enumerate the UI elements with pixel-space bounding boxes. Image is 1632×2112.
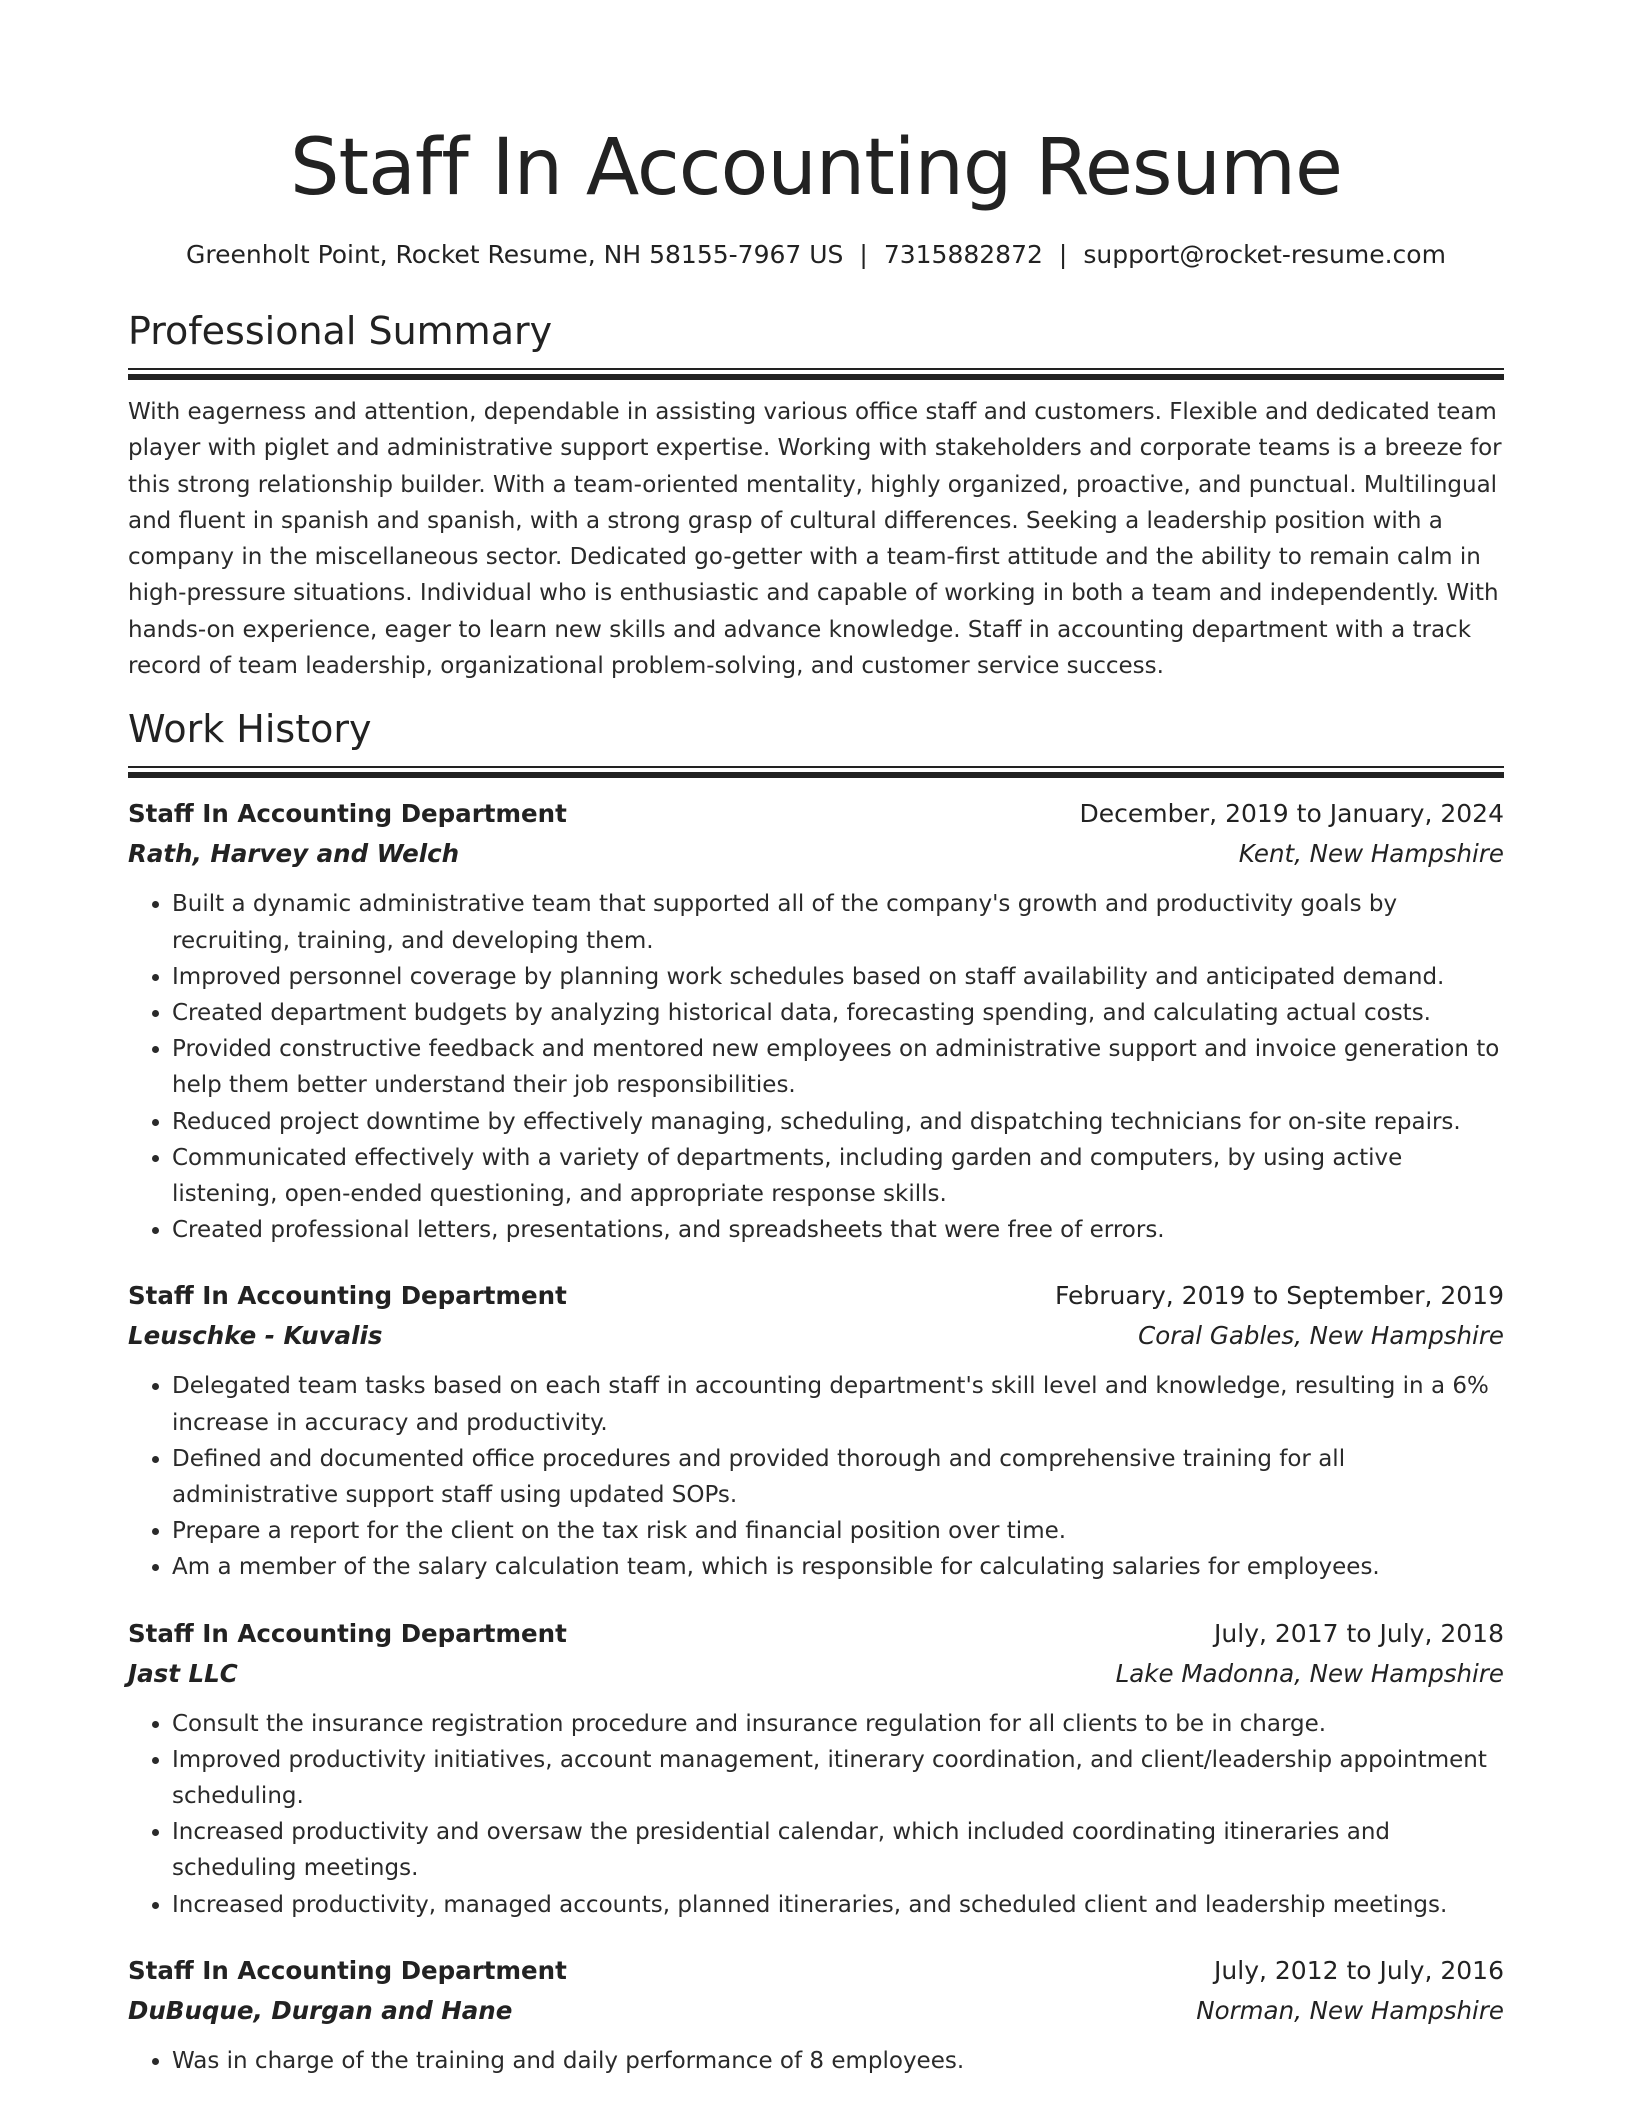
job-title: Staff In Accounting Department: [128, 799, 567, 829]
job-title-row: [128, 1951, 1504, 1991]
job-title: Staff In Accounting Department: [128, 1618, 567, 1648]
job-company: Leuschke - Kuvalis: [128, 1321, 383, 1351]
list-item: • Created professional letters, presentations, and spreadsheets that were free of errors.: [172, 1212, 1504, 1248]
job-bullets: [128, 886, 1504, 1248]
list-item: • Built a dynamic administrative team that supported all of the company's growth and productivity goals by recruiting, training, and developing them.: [172, 886, 1504, 958]
job-title-row: [128, 794, 1504, 834]
job-company: DuBuque, Durgan and Hane: [128, 1995, 513, 2025]
job-dates: December, 2019 to January, 2024: [1079, 799, 1504, 829]
job-bullets: [128, 1706, 1504, 1923]
professional-summary-section: [128, 306, 1504, 684]
job-title-row: [128, 1276, 1504, 1316]
list-item: • Communicated effectively with a variety of departments, including garden and computers, by using active listening, open-ended questioning, and appropriate response skills.: [172, 1140, 1504, 1212]
job-entry: [128, 1951, 1504, 2079]
section-rule: [128, 766, 1504, 778]
job-location: Lake Madonna, New Hampshire: [1115, 1658, 1504, 1688]
job-company: Jast LLC: [128, 1658, 238, 1688]
contact-phone: 7315882872: [883, 240, 1043, 269]
job-company-row: [128, 834, 1504, 874]
section-heading-work-history: Work History: [128, 707, 372, 752]
list-item: • Increased productivity and oversaw the presidential calendar, which included coordinating itineraries and scheduling meetings.: [172, 1814, 1504, 1886]
list-item: • Created department budgets by analyzing historical data, forecasting spending, and calculating actual costs.: [172, 995, 1504, 1031]
contact-separator: |: [859, 240, 868, 269]
resume-page: [128, 118, 1504, 2079]
contact-email: support@rocket-resume.com: [1083, 240, 1446, 269]
job-title: Staff In Accounting Department: [128, 1955, 567, 1985]
list-item: • Improved personnel coverage by planning work schedules based on staff availability and anticipated demand.: [172, 959, 1504, 995]
contact-line: [128, 238, 1504, 272]
list-item: • Defined and documented office procedures and provided thorough and comprehensive training for all administrative support staff using updated SOPs.: [172, 1441, 1504, 1513]
job-title-row: [128, 1614, 1504, 1654]
job-company-row: [128, 1316, 1504, 1356]
list-item: • Consult the insurance registration procedure and insurance regulation for all clients to be in charge.: [172, 1706, 1504, 1742]
job-dates: July, 2012 to July, 2016: [1214, 1955, 1504, 1985]
job-title: Staff In Accounting Department: [128, 1281, 567, 1311]
job-dates: July, 2017 to July, 2018: [1214, 1618, 1504, 1648]
contact-separator: |: [1058, 240, 1068, 269]
section-heading-summary: Professional Summary: [128, 309, 553, 353]
list-item: • Improved productivity initiatives, account management, itinerary coordination, and client/leadership appointment scheduling.: [172, 1742, 1504, 1814]
job-location: Coral Gables, New Hampshire: [1138, 1321, 1504, 1351]
job-bullets: [128, 1368, 1504, 1585]
list-item: • Prepare a report for the client on the tax risk and financial position over time.: [172, 1513, 1504, 1549]
list-item: • Reduced project downtime by effectively managing, scheduling, and dispatching technicians for on-site repairs.: [172, 1104, 1504, 1140]
job-dates: February, 2019 to September, 2019: [1055, 1281, 1504, 1311]
job-entry: [128, 794, 1504, 1248]
list-item: • Was in charge of the training and daily performance of 8 employees.: [172, 2043, 1504, 2079]
list-item: • Am a member of the salary calculation team, which is responsible for calculating salaries for employees.: [172, 1549, 1504, 1585]
list-item: • Increased productivity, managed accounts, planned itineraries, and scheduled client and leadership meetings.: [172, 1887, 1504, 1923]
job-company-row: [128, 1991, 1504, 2031]
contact-address: Greenholt Point, Rocket Resume, NH 58155-7967 US: [186, 240, 844, 269]
job-company-row: [128, 1654, 1504, 1694]
work-history-section: [128, 704, 1504, 2079]
resume-title: Staff In Accounting Resume: [290, 123, 1342, 213]
summary-text: With eagerness and attention, dependable in assisting various office staff and customers. Flexible and dedicated team player with piglet and administrative support expertise. Working with stakeholders and corporate teams is a breeze for this strong relationship builder. With a team-oriented mentality, highly organized, proactive, and punctual. Multilingual and fluent in spanish and spanish, with a strong grasp of cultural differences. Seeking a leadership position with a company in the miscellaneous sector. Dedicated go-getter with a team-first attitude and the ability to remain calm in high-pressure situations. Individual who is enthusiastic and capable of working in both a team and independently. With hands-on experience, eager to learn new skills and advance knowledge. Staff in accounting department with a track record of team leadership, organizational problem-solving, and customer service success.: [128, 399, 1502, 680]
section-rule: [128, 368, 1504, 380]
list-item: • Provided constructive feedback and mentored new employees on administrative support and invoice generation to help them better understand their job responsibilities.: [172, 1031, 1504, 1103]
job-location: Norman, New Hampshire: [1196, 1995, 1504, 2025]
job-bullets: [128, 2043, 1504, 2079]
job-entry: [128, 1276, 1504, 1585]
list-item: • Delegated team tasks based on each staff in accounting department's skill level and knowledge, resulting in a 6% increase in accuracy and productivity.: [172, 1368, 1504, 1440]
job-company: Rath, Harvey and Welch: [128, 839, 460, 869]
job-location: Kent, New Hampshire: [1238, 839, 1504, 869]
job-entry: [128, 1614, 1504, 1923]
